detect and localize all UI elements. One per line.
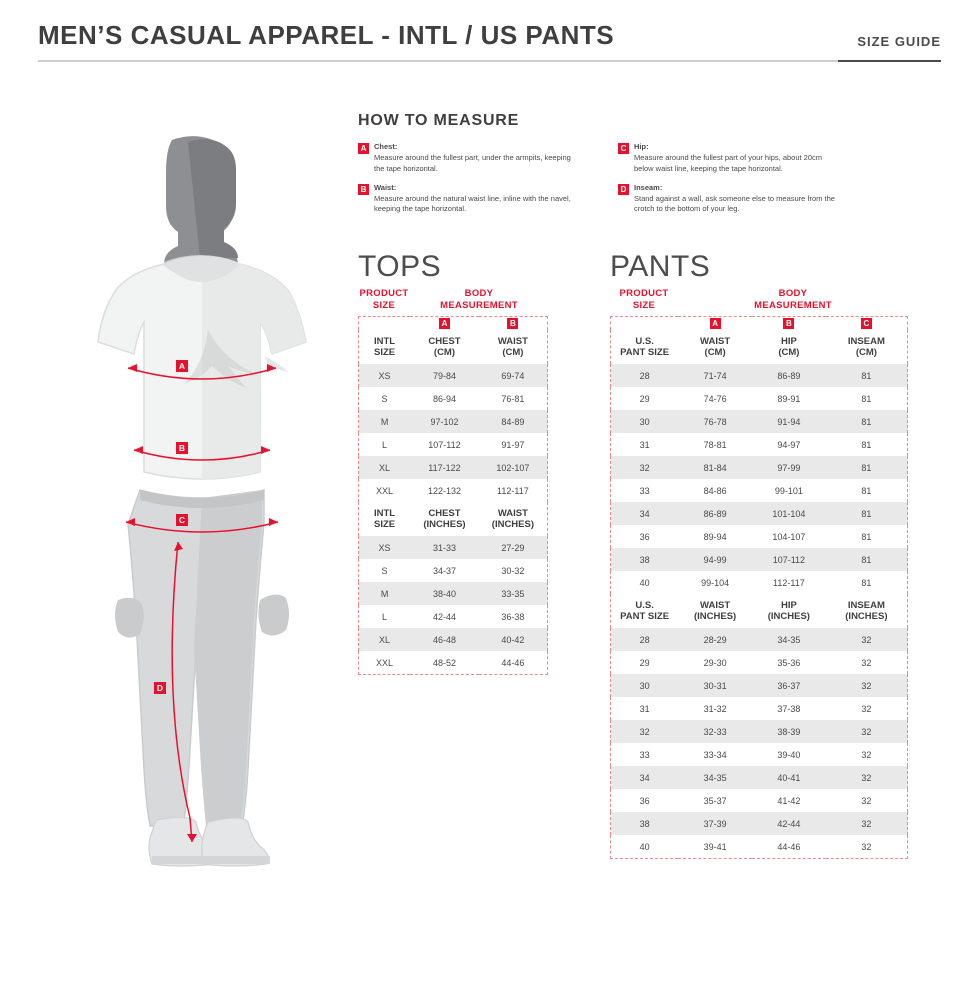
callout-b: B xyxy=(176,442,188,454)
pants-in-header-waist: WAIST (INCHES) xyxy=(678,594,752,628)
cell-hip: 34-35 xyxy=(752,628,826,651)
cell-waist: 94-99 xyxy=(678,548,752,571)
cell-size: XXL xyxy=(376,657,394,668)
badge-c-icon: C xyxy=(861,318,872,329)
pants-cm-header-size: U.S. PANT SIZE xyxy=(611,330,679,364)
cell-waist: 33-34 xyxy=(703,749,727,760)
cell-chest: 42-44 xyxy=(432,611,456,622)
table-row xyxy=(611,720,908,743)
cell-hip: 112-117 xyxy=(773,577,805,588)
cell-size: 38 xyxy=(611,812,679,835)
cell-waist: 32-33 xyxy=(678,720,752,743)
tops-cm-header-size: INTL SIZE xyxy=(359,330,411,364)
tops-badge-chest xyxy=(410,316,479,330)
how-to-measure-item-hip xyxy=(618,142,838,175)
cell-size: L xyxy=(382,439,388,450)
cell-waist: 36-38 xyxy=(501,611,525,622)
cell-size: 31 xyxy=(639,439,650,450)
cell-hip: 86-89 xyxy=(752,364,826,387)
cell-hip: 39-40 xyxy=(777,749,801,760)
cell-size: 36 xyxy=(639,531,650,542)
size-guide-label: SIZE GUIDE xyxy=(857,34,941,49)
cell-waist: 84-89 xyxy=(479,410,548,433)
mannequin-svg xyxy=(60,130,340,890)
table-row xyxy=(611,743,908,766)
table-row xyxy=(359,364,548,387)
cell-chest: 86-94 xyxy=(432,393,456,404)
how-to-measure-body-hip: Measure around the fullest part of your hips, about 20cm below waist line, keeping the tape horizontal. xyxy=(634,152,823,173)
tops-cm-header-waist: WAIST (CM) xyxy=(479,330,548,364)
tops-badge-row xyxy=(359,316,548,330)
tops-section-title: TOPS xyxy=(358,250,442,283)
cell-inseam: 32 xyxy=(861,703,872,714)
cell-size: 34 xyxy=(611,502,679,525)
how-to-measure-body-inseam: Stand against a wall, ask someone else to measure from the crotch to the bottom of your leg. xyxy=(634,193,835,214)
cell-waist: 91-97 xyxy=(501,439,525,450)
pants-cm-header-hip: HIP (CM) xyxy=(752,330,826,364)
cell-inseam: 81 xyxy=(861,485,872,496)
table-row xyxy=(359,456,548,479)
cell-hip: 89-91 xyxy=(777,393,801,404)
cell-waist: 30-32 xyxy=(501,565,525,576)
cell-inseam: 81 xyxy=(826,364,908,387)
cell-inseam: 81 xyxy=(861,439,872,450)
cell-waist: 71-74 xyxy=(678,364,752,387)
cell-size: S xyxy=(381,393,388,404)
cell-waist: 112-117 xyxy=(497,485,529,496)
how-to-measure-body-chest: Measure around the fullest part, under the armpits, keeping the tape horizontal. xyxy=(374,152,571,173)
pants-in-header-inseam: INSEAM (INCHES) xyxy=(826,594,908,628)
cell-chest: 79-84 xyxy=(410,364,479,387)
how-to-measure-item-waist xyxy=(358,183,578,216)
page-header xyxy=(0,0,979,64)
cell-waist: 76-78 xyxy=(678,410,752,433)
cell-waist: 76-81 xyxy=(501,393,525,404)
table-row xyxy=(611,525,908,548)
tops-size-table xyxy=(358,316,548,675)
table-row xyxy=(611,812,908,835)
cell-hip: 101-104 xyxy=(752,502,826,525)
how-to-measure-column-right xyxy=(618,142,838,223)
tops-badge-waist xyxy=(479,316,548,330)
pants-badge-waist xyxy=(678,316,752,330)
table-row xyxy=(611,651,908,674)
cell-size: 40 xyxy=(639,841,650,852)
pants-badge-row xyxy=(611,316,908,330)
header-divider-left xyxy=(38,60,838,62)
table-row xyxy=(359,433,548,456)
table-row xyxy=(611,571,908,594)
cell-waist: 30-31 xyxy=(678,674,752,697)
cell-waist: 34-35 xyxy=(678,766,752,789)
table-row xyxy=(611,766,908,789)
table-row xyxy=(359,628,548,651)
cell-hip: 104-107 xyxy=(772,531,806,542)
cell-chest: 107-112 xyxy=(428,439,461,450)
cell-waist: 33-35 xyxy=(479,582,548,605)
cell-inseam: 32 xyxy=(826,812,908,835)
pants-badge-blank xyxy=(611,316,679,330)
tops-heading-product-size: PRODUCT SIZE xyxy=(359,288,409,311)
cell-size: 40 xyxy=(639,577,650,588)
tops-heading-body-measurement: BODY MEASUREMENT xyxy=(440,288,518,311)
pants-badge-inseam xyxy=(826,316,908,330)
cell-size: M xyxy=(359,582,411,605)
tops-badge-blank xyxy=(359,316,411,330)
cell-inseam: 32 xyxy=(861,657,872,668)
pants-cm-header-waist: WAIST (CM) xyxy=(678,330,752,364)
pants-shade xyxy=(194,490,262,826)
cell-waist: 27-29 xyxy=(479,536,548,559)
cell-waist: 81-84 xyxy=(678,456,752,479)
table-row xyxy=(611,364,908,387)
cell-hip: 42-44 xyxy=(752,812,826,835)
cell-chest: 117-122 xyxy=(410,456,479,479)
cell-inseam: 32 xyxy=(861,841,872,852)
cell-size: 30 xyxy=(611,674,679,697)
table-row xyxy=(611,835,908,858)
pants-column-headings xyxy=(610,288,908,316)
cell-waist: 37-39 xyxy=(678,812,752,835)
tops-table-block xyxy=(358,288,548,675)
pants-inches-header-row xyxy=(611,594,908,628)
cell-waist: 74-76 xyxy=(703,393,727,404)
cell-hip: 37-38 xyxy=(777,703,801,714)
cell-inseam: 32 xyxy=(861,749,872,760)
left-hand xyxy=(115,598,144,638)
table-row xyxy=(611,697,908,720)
cell-hip: 41-42 xyxy=(777,795,801,806)
cell-hip: 36-37 xyxy=(752,674,826,697)
cell-inseam: 32 xyxy=(861,795,872,806)
badge-a-icon: A xyxy=(710,318,721,329)
how-to-measure-text-waist xyxy=(374,183,578,216)
cell-size: XXL xyxy=(376,485,394,496)
cell-hip: 38-39 xyxy=(752,720,826,743)
cell-size: 34 xyxy=(611,766,679,789)
how-to-measure-text-hip xyxy=(634,142,838,175)
header-divider-right xyxy=(838,60,941,62)
cell-waist: 28-29 xyxy=(678,628,752,651)
cell-size: 29 xyxy=(639,393,650,404)
table-row xyxy=(359,387,548,410)
table-row xyxy=(359,479,548,502)
cell-size: 33 xyxy=(639,749,650,760)
pants-cm-header-inseam: INSEAM (CM) xyxy=(826,330,908,364)
cell-inseam: 81 xyxy=(826,502,908,525)
cell-inseam: 32 xyxy=(826,674,908,697)
table-row xyxy=(611,387,908,410)
cell-waist: 99-104 xyxy=(701,577,730,588)
cell-waist: 29-30 xyxy=(703,657,727,668)
table-row xyxy=(611,433,908,456)
cell-waist: 40-42 xyxy=(479,628,548,651)
cell-chest: 34-37 xyxy=(432,565,456,576)
cell-size: XL xyxy=(359,628,411,651)
how-to-measure-text-inseam xyxy=(634,183,838,216)
tops-cm-header-row xyxy=(359,330,548,364)
table-row xyxy=(611,456,908,479)
right-sole xyxy=(206,856,270,864)
cell-hip: 94-97 xyxy=(777,439,801,450)
tops-cm-header-chest: CHEST (CM) xyxy=(410,330,479,364)
cell-size: L xyxy=(382,611,388,622)
how-to-measure-body-waist: Measure around the natural waist line, inline with the navel, keeping the tape horizontal. xyxy=(374,193,571,214)
callout-d: D xyxy=(154,682,166,694)
how-to-measure-column-left xyxy=(358,142,578,223)
badge-d-icon: D xyxy=(618,184,629,195)
cell-size: S xyxy=(381,565,388,576)
cell-size: M xyxy=(359,410,411,433)
cell-hip: 91-94 xyxy=(752,410,826,433)
pants-badge-hip xyxy=(752,316,826,330)
cell-waist: 44-46 xyxy=(501,657,525,668)
cell-inseam: 81 xyxy=(861,531,872,542)
table-row xyxy=(359,410,548,433)
cell-size: 32 xyxy=(611,456,679,479)
mannequin-illustration xyxy=(60,130,340,890)
table-row xyxy=(359,605,548,628)
badge-a-icon: A xyxy=(439,318,450,329)
pants-in-header-hip: HIP (INCHES) xyxy=(752,594,826,628)
cell-waist: 39-41 xyxy=(703,841,727,852)
pants-in-header-size: U.S. PANT SIZE xyxy=(611,594,679,628)
cell-waist: 86-89 xyxy=(678,502,752,525)
cell-size: 32 xyxy=(611,720,679,743)
pants-table-block xyxy=(610,288,908,859)
how-to-measure-label-hip: Hip: xyxy=(634,142,649,151)
cell-chest: 46-48 xyxy=(410,628,479,651)
cell-size: 36 xyxy=(639,795,650,806)
cell-inseam: 81 xyxy=(826,410,908,433)
how-to-measure-label-inseam: Inseam: xyxy=(634,182,663,192)
cell-chest: 38-40 xyxy=(410,582,479,605)
pants-heading-body-measurement: BODY MEASUREMENT xyxy=(754,288,832,311)
how-to-measure-section xyxy=(358,112,948,223)
how-to-measure-label-chest: Chest: xyxy=(374,142,398,151)
right-hand xyxy=(258,594,289,635)
cell-hip: 44-46 xyxy=(777,841,801,852)
tops-in-header-size: INTL SIZE xyxy=(359,502,411,536)
how-to-measure-title: HOW TO MEASURE xyxy=(358,112,520,129)
cell-size: XS xyxy=(359,536,411,559)
tshirt-shade xyxy=(202,264,306,479)
cell-inseam: 81 xyxy=(826,456,908,479)
table-row xyxy=(611,479,908,502)
table-row xyxy=(611,410,908,433)
pants-heading-product-size: PRODUCT SIZE xyxy=(619,288,669,311)
badge-c-icon: C xyxy=(618,143,629,154)
cell-waist: 35-37 xyxy=(703,795,727,806)
page-title: MEN’S CASUAL APPAREL - INTL / US PANTS xyxy=(38,20,615,50)
cell-waist: 84-86 xyxy=(703,485,727,496)
table-row xyxy=(611,502,908,525)
cell-inseam: 81 xyxy=(861,393,872,404)
cell-inseam: 81 xyxy=(861,577,872,588)
badge-b-icon: B xyxy=(507,318,518,329)
table-row xyxy=(359,536,548,559)
cell-hip: 97-99 xyxy=(752,456,826,479)
callout-a: A xyxy=(176,360,188,372)
cell-waist: 89-94 xyxy=(703,531,727,542)
cell-chest: 122-132 xyxy=(427,485,461,496)
how-to-measure-text-chest xyxy=(374,142,578,175)
pants-size-table xyxy=(610,316,908,859)
cell-waist: 31-32 xyxy=(703,703,727,714)
cell-hip: 99-101 xyxy=(774,485,803,496)
cell-hip: 35-36 xyxy=(777,657,801,668)
how-to-measure-label-waist: Waist: xyxy=(374,182,397,192)
tops-in-header-waist: WAIST (INCHES) xyxy=(479,502,548,536)
cell-size: 28 xyxy=(611,628,679,651)
cell-chest: 97-102 xyxy=(410,410,479,433)
cell-size: 31 xyxy=(639,703,650,714)
table-row xyxy=(611,789,908,812)
how-to-measure-item-inseam xyxy=(618,183,838,216)
table-row xyxy=(359,651,548,674)
cell-chest: 31-33 xyxy=(410,536,479,559)
cell-size: 28 xyxy=(611,364,679,387)
cell-chest: 48-52 xyxy=(432,657,456,668)
tops-column-headings xyxy=(358,288,548,316)
how-to-measure-item-chest xyxy=(358,142,578,175)
cell-hip: 40-41 xyxy=(752,766,826,789)
tops-in-header-chest: CHEST (INCHES) xyxy=(410,502,479,536)
cell-inseam: 32 xyxy=(826,628,908,651)
cell-size: 33 xyxy=(639,485,650,496)
cell-size: XL xyxy=(359,456,411,479)
cell-size: XS xyxy=(359,364,411,387)
badge-a-icon: A xyxy=(358,143,369,154)
callout-c: C xyxy=(176,514,188,526)
badge-b-icon: B xyxy=(783,318,794,329)
table-row xyxy=(611,674,908,697)
pants-section-title: PANTS xyxy=(610,250,711,283)
tops-inches-header-row xyxy=(359,502,548,536)
cell-inseam: 32 xyxy=(826,720,908,743)
pants-cm-header-row xyxy=(611,330,908,364)
badge-b-icon: B xyxy=(358,184,369,195)
table-row xyxy=(359,582,548,605)
cell-size: 30 xyxy=(611,410,679,433)
table-row xyxy=(359,559,548,582)
cell-inseam: 32 xyxy=(826,766,908,789)
cell-waist: 78-81 xyxy=(703,439,727,450)
table-row xyxy=(611,628,908,651)
cell-hip: 107-112 xyxy=(752,548,826,571)
cell-waist: 69-74 xyxy=(479,364,548,387)
cell-waist: 102-107 xyxy=(479,456,548,479)
cell-size: 38 xyxy=(611,548,679,571)
table-row xyxy=(611,548,908,571)
cell-size: 29 xyxy=(639,657,650,668)
cell-inseam: 81 xyxy=(826,548,908,571)
